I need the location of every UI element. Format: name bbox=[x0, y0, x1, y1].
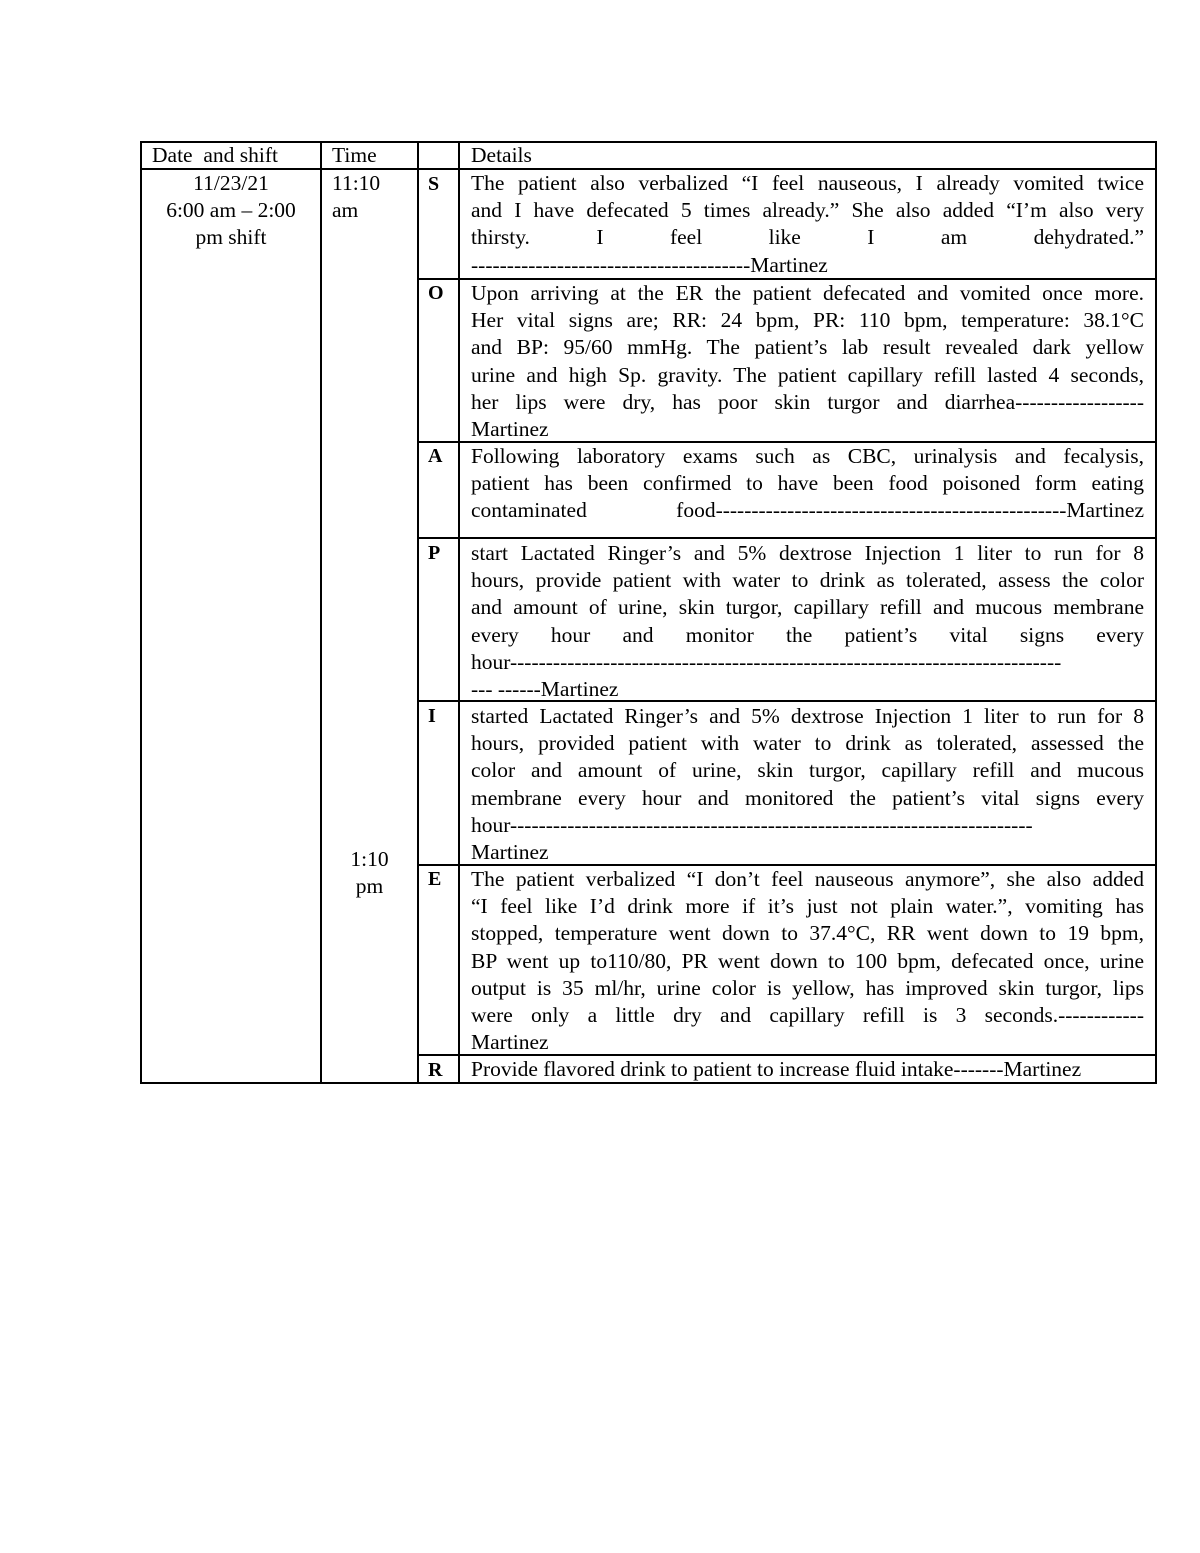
detail-line: urine and high Sp. gravity. The patient capillary refill lasted 4 seconds, bbox=[471, 362, 1144, 387]
detail-line: Martinez bbox=[471, 1030, 549, 1055]
detail-line: patient has been confirmed to have been food poisoned form eating bbox=[471, 471, 1144, 496]
time-end-ampm: pm bbox=[355, 874, 384, 899]
time-start-value: 11:10 bbox=[332, 171, 381, 195]
soap-letter-i: I bbox=[428, 705, 436, 727]
detail-line: --- ------Martinez bbox=[471, 677, 619, 702]
detail-line: ---------------------------------------Martinez bbox=[471, 252, 828, 277]
detail-line: every hour and monitor the patient’s vital signs every bbox=[471, 622, 1144, 647]
detail-line: The patient also verbalized “I feel nauseous, I already vomited twice bbox=[471, 171, 1144, 195]
soap-letter-r: R bbox=[428, 1059, 443, 1081]
detail-line: thirsty. I feel like I am dehydrated.” bbox=[471, 225, 1144, 250]
time-start-ampm: am bbox=[332, 198, 359, 223]
detail-line: The patient verbalized “I don’t feel nauseous anymore”, she also added bbox=[471, 867, 1144, 891]
letter-details-divider bbox=[458, 141, 460, 1084]
detail-line: and amount of urine, skin turgor, capillary refill and mucous membrane bbox=[471, 595, 1144, 620]
details-e bbox=[471, 866, 1144, 1056]
time-end-value: 1:10 bbox=[350, 847, 389, 871]
detail-line: and I have defecated 5 times already.” She also added “I’m also very bbox=[471, 198, 1144, 223]
soap-letter-p: P bbox=[428, 542, 441, 564]
detail-line: Provide flavored drink to patient to increase fluid intake-------Martinez bbox=[471, 1057, 1082, 1081]
detail-line: hour------------------------------------------------------------------------- bbox=[471, 812, 1033, 837]
detail-line: start Lactated Ringer’s and 5% dextrose Injection 1 liter to run for 8 bbox=[471, 541, 1144, 565]
detail-line: stopped, temperature went down to 37.4°C, RR went down to 19 bpm, bbox=[471, 921, 1144, 946]
detail-line: Martinez bbox=[471, 417, 549, 442]
detail-line: contaminated food-------------------------------------------------Martinez bbox=[471, 498, 1144, 523]
soap-letter-a: A bbox=[428, 445, 443, 467]
row-separator bbox=[417, 537, 1157, 539]
time-letter-divider bbox=[417, 141, 419, 1084]
detail-line: were only a little dry and capillary refill is 3 seconds.------------ bbox=[471, 1003, 1144, 1028]
detail-line: membrane every hour and monitored the patient’s vital signs every bbox=[471, 785, 1144, 810]
shift-label-line: pm shift bbox=[195, 225, 267, 250]
date-time-divider bbox=[320, 141, 322, 1084]
table-top-border bbox=[140, 141, 1157, 143]
detail-line: color and amount of urine, skin turgor, capillary refill and mucous bbox=[471, 758, 1144, 783]
details-s bbox=[471, 170, 1144, 279]
details-p bbox=[471, 540, 1144, 703]
detail-line: her lips were dry, has poor skin turgor and diarrhea------------------ bbox=[471, 389, 1144, 414]
detail-line: “I feel like I’d drink more if it’s just not plain water.”, vomiting has bbox=[471, 894, 1144, 919]
time-start-cell bbox=[332, 170, 380, 224]
details-i bbox=[471, 703, 1144, 866]
detail-line: Martinez bbox=[471, 840, 549, 865]
shift-hours-line: 6:00 am – 2:00 bbox=[166, 198, 296, 223]
details-r bbox=[471, 1056, 1151, 1083]
detail-line: Her vital signs are; RR: 24 bpm, PR: 110 bpm, temperature: 38.1°C bbox=[471, 308, 1144, 333]
header-date-shift: Date and shift bbox=[152, 143, 278, 167]
detail-line: hours, provide patient with water to drink as tolerated, assess the color bbox=[471, 568, 1144, 593]
header-details: Details bbox=[471, 143, 532, 167]
table-right-border bbox=[1155, 141, 1157, 1084]
detail-line: BP went up to110/80, PR went down to 100 bpm, defecated once, urine bbox=[471, 948, 1144, 973]
date-shift-cell bbox=[142, 170, 320, 252]
detail-line: and BP: 95/60 mmHg. The patient’s lab result revealed dark yellow bbox=[471, 335, 1144, 360]
soap-letter-o: O bbox=[428, 282, 444, 304]
detail-line: Following laboratory exams such as CBC, urinalysis and fecalysis, bbox=[471, 444, 1144, 468]
date-line: 11/23/21 bbox=[193, 171, 269, 195]
header-time: Time bbox=[332, 143, 377, 167]
time-end-cell bbox=[322, 846, 417, 900]
detail-line: started Lactated Ringer’s and 5% dextrose Injection 1 liter to run for 8 bbox=[471, 704, 1144, 728]
detail-line: hour----------------------------------------------------------------------------- bbox=[471, 649, 1062, 674]
soap-letter-e: E bbox=[428, 868, 442, 890]
details-a bbox=[471, 443, 1144, 525]
detail-line: Upon arriving at the ER the patient defecated and vomited once more. bbox=[471, 281, 1144, 305]
soap-letter-s: S bbox=[428, 173, 440, 195]
details-o bbox=[471, 280, 1144, 443]
detail-line: output is 35 ml/hr, urine color is yellow, has improved skin turgor, lips bbox=[471, 975, 1144, 1000]
table-left-border bbox=[140, 141, 142, 1084]
detail-line: hours, provided patient with water to drink as tolerated, assessed the bbox=[471, 731, 1144, 756]
